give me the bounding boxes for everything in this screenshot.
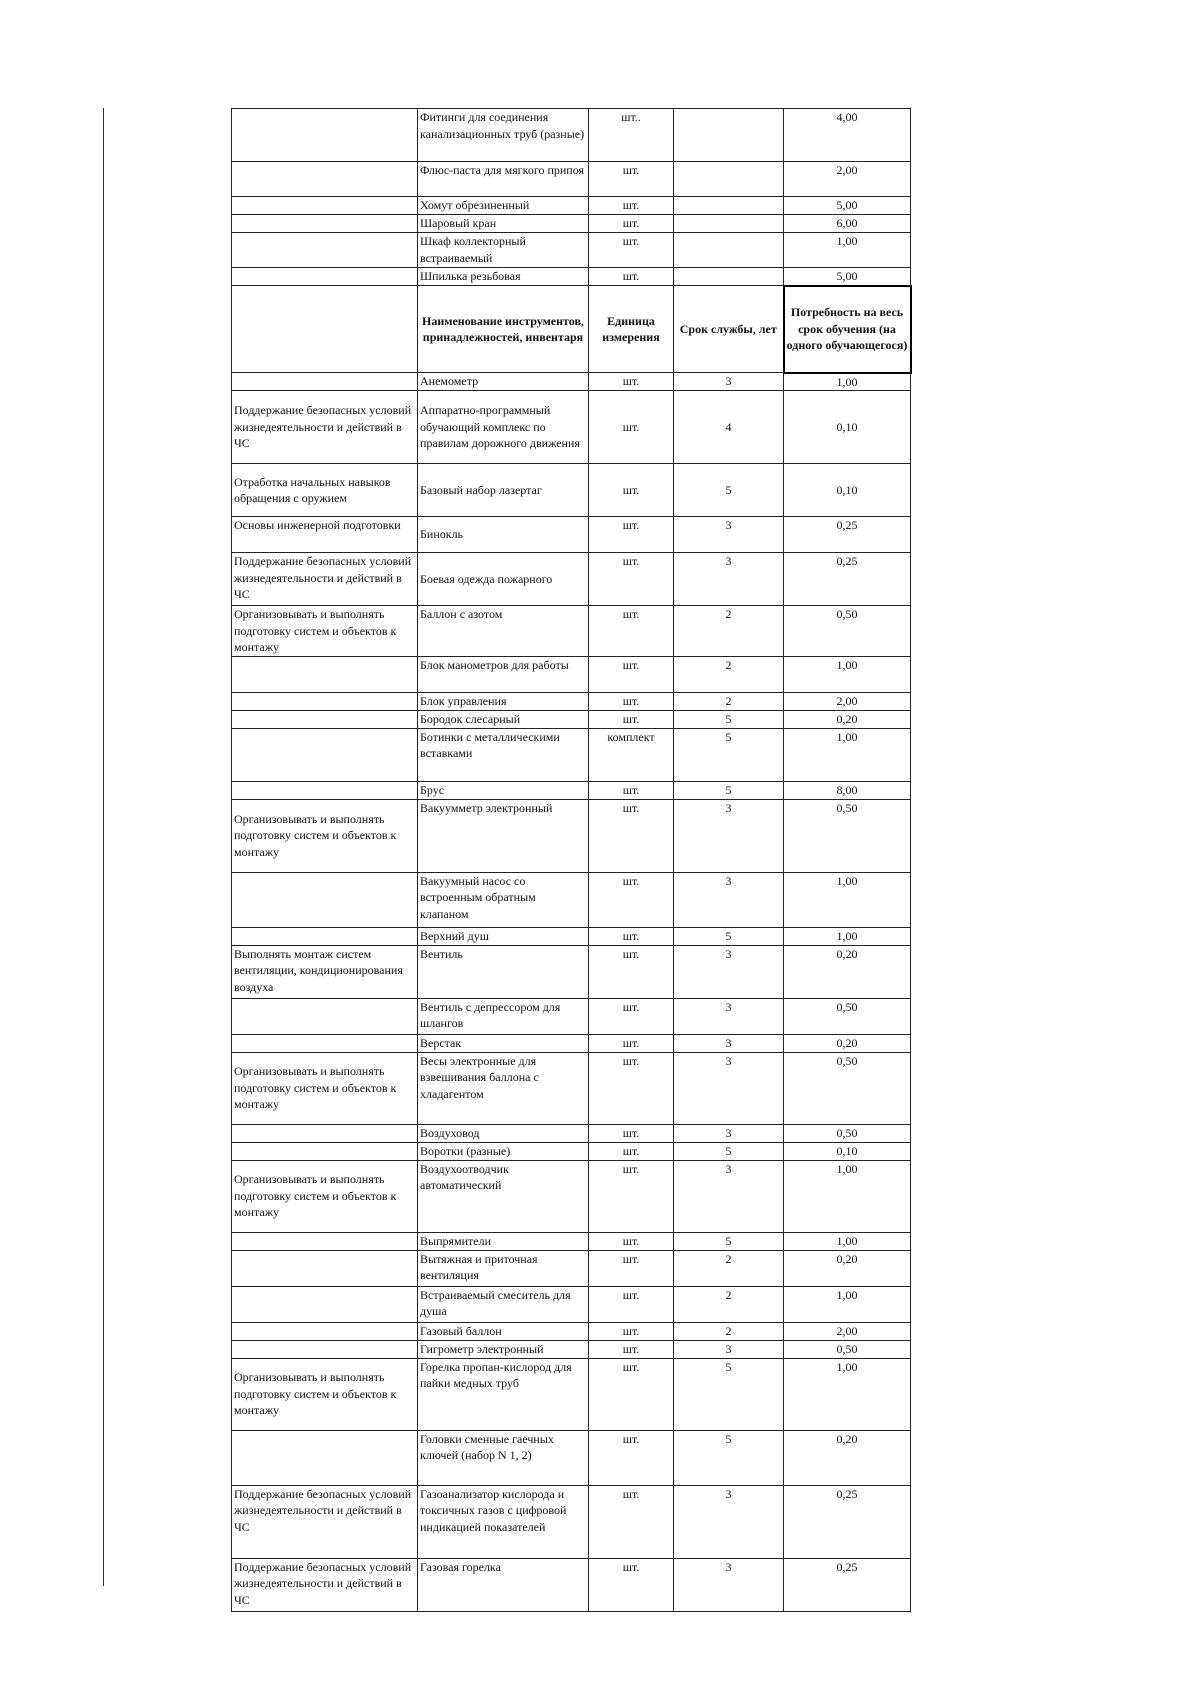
unit-cell: шт.. [589,109,674,162]
quantity-cell: 0,25 [784,1485,911,1558]
service-life-cell: 5 [674,728,784,781]
activity-cell: Выполнять монтаж систем вентиляции, кондиционирования воздуха [232,945,418,998]
unit-cell: шт. [589,464,674,517]
table-row [232,945,911,998]
service-life-cell: 3 [674,1034,784,1052]
activity-cell: Основы инженерной подготовки [232,517,418,553]
unit-cell: шт. [589,1124,674,1142]
item-name-cell: Воздуховод [418,1124,589,1142]
service-life-cell: 3 [674,872,784,927]
table-row [232,998,911,1034]
table-body-main [232,373,911,1612]
quantity-cell: 5,00 [784,197,911,215]
item-name-cell: Боевая одежда пожарного [418,553,589,606]
item-name-cell: Шпилька резьбовая [418,268,589,286]
item-name-cell: Гигрометр электронный [418,1340,589,1358]
equipment-table [231,108,912,1612]
activity-cell [232,1142,418,1160]
activity-cell [232,1430,418,1485]
quantity-cell: 0,25 [784,517,911,553]
activity-cell [232,728,418,781]
table-row [232,1286,911,1322]
quantity-cell: 2,00 [784,692,911,710]
activity-cell [232,109,418,162]
activity-cell [232,872,418,927]
activity-cell: Отработка начальных навыков обращения с оружием [232,464,418,517]
unit-cell: шт. [589,233,674,268]
unit-cell: шт. [589,799,674,872]
quantity-cell: 0,20 [784,1034,911,1052]
item-name-cell: Выпрямители [418,1232,589,1250]
table-row [232,710,911,728]
header-name: Наименование инструментов, принадлежностей, инвентаря [418,286,589,373]
unit-cell: шт. [589,1430,674,1485]
quantity-cell: 0,20 [784,1250,911,1286]
service-life-cell: 3 [674,373,784,391]
activity-cell: Организовывать и выполнять подготовку систем и объектов к монтажу [232,1358,418,1430]
service-life-cell: 5 [674,710,784,728]
table-row [232,1034,911,1052]
service-life-cell: 2 [674,656,784,692]
item-name-cell: Верхний душ [418,927,589,945]
unit-cell: шт. [589,781,674,799]
service-life-cell: 3 [674,998,784,1034]
item-name-cell: Бинокль [418,517,589,553]
activity-cell [232,1232,418,1250]
quantity-cell: 1,00 [784,728,911,781]
table-row [232,1124,911,1142]
activity-cell [232,656,418,692]
item-name-cell: Базовый набор лазертаг [418,464,589,517]
unit-cell: шт. [589,268,674,286]
unit-cell: шт. [589,1232,674,1250]
quantity-cell: 0,25 [784,553,911,606]
table-row [232,1052,911,1124]
activity-cell [232,215,418,233]
table-header [232,286,911,373]
unit-cell: шт. [589,215,674,233]
item-name-cell: Флюс-паста для мягкого припоя [418,162,589,197]
quantity-cell: 4,00 [784,109,911,162]
activity-cell: Поддержание безопасных условий жизнедеятельности и действий в ЧС [232,391,418,464]
service-life-cell: 3 [674,1340,784,1358]
item-name-cell: Ботинки с металлическими вставками [418,728,589,781]
unit-cell: шт. [589,1142,674,1160]
item-name-cell: Шаровый кран [418,215,589,233]
unit-cell: шт. [589,656,674,692]
header-unit: Единица измерения [589,286,674,373]
activity-cell: Организовывать и выполнять подготовку систем и объектов к монтажу [232,606,418,657]
unit-cell: шт. [589,872,674,927]
table-row [232,1558,911,1611]
table-row [232,1430,911,1485]
quantity-cell: 0,50 [784,606,911,657]
activity-cell [232,1124,418,1142]
table-row [232,268,911,286]
item-name-cell: Шкаф коллекторный встраиваемый [418,233,589,268]
quantity-cell: 6,00 [784,215,911,233]
table-row [232,233,911,268]
unit-cell: шт. [589,391,674,464]
table-row [232,162,911,197]
quantity-cell: 2,00 [784,1322,911,1340]
item-name-cell: Газоанализатор кислорода и токсичных газов с цифровой индикацией показателей [418,1485,589,1558]
activity-cell [232,162,418,197]
service-life-cell: 3 [674,517,784,553]
quantity-cell: 1,00 [784,233,911,268]
activity-cell [232,268,418,286]
table-row [232,728,911,781]
activity-cell [232,1286,418,1322]
quantity-cell: 8,00 [784,781,911,799]
quantity-cell: 1,00 [784,1232,911,1250]
table-row [232,109,911,162]
unit-cell: шт. [589,1485,674,1558]
header-need: Потребность на весь срок обучения (на одного обучающегося) [784,286,911,373]
item-name-cell: Газовый баллон [418,1322,589,1340]
quantity-cell: 1,00 [784,656,911,692]
item-name-cell: Блок управления [418,692,589,710]
service-life-cell: 2 [674,606,784,657]
unit-cell: шт. [589,517,674,553]
activity-cell [232,1250,418,1286]
table-row [232,872,911,927]
item-name-cell: Верстак [418,1034,589,1052]
quantity-cell: 0,20 [784,710,911,728]
item-name-cell: Анемометр [418,373,589,391]
activity-cell [232,1322,418,1340]
service-life-cell: 5 [674,781,784,799]
service-life-cell: 3 [674,1558,784,1611]
table-row [232,656,911,692]
item-name-cell: Воротки (разные) [418,1142,589,1160]
service-life-cell: 5 [674,464,784,517]
table-row [232,927,911,945]
unit-cell: шт. [589,1340,674,1358]
service-life-cell: 4 [674,391,784,464]
header-empty-cell [232,286,418,373]
unit-cell: шт. [589,927,674,945]
activity-cell: Поддержание безопасных условий жизнедеятельности и действий в ЧС [232,553,418,606]
service-life-cell: 5 [674,1358,784,1430]
item-name-cell: Вентиль с депрессором для шлангов [418,998,589,1034]
unit-cell: шт. [589,692,674,710]
activity-cell [232,1034,418,1052]
activity-cell: Поддержание безопасных условий жизнедеятельности и действий в ЧС [232,1485,418,1558]
quantity-cell: 0,50 [784,998,911,1034]
item-name-cell: Блок манометров для работы [418,656,589,692]
table-row [232,464,911,517]
table-row [232,781,911,799]
activity-cell [232,781,418,799]
service-life-cell [674,162,784,197]
table-body-top [232,109,911,286]
quantity-cell: 1,00 [784,1358,911,1430]
unit-cell: шт. [589,1034,674,1052]
quantity-cell: 0,20 [784,945,911,998]
table-row [232,1160,911,1232]
item-name-cell: Горелка пропан-кислород для пайки медных труб [418,1358,589,1430]
unit-cell: шт. [589,197,674,215]
item-name-cell: Головки сменные гаечных ключей (набор N 1, 2) [418,1430,589,1485]
table-row [232,197,911,215]
quantity-cell: 0,10 [784,391,911,464]
table-row [232,1340,911,1358]
service-life-cell [674,233,784,268]
service-life-cell [674,268,784,286]
quantity-cell: 1,00 [784,872,911,927]
quantity-cell: 0,25 [784,1558,911,1611]
activity-cell [232,998,418,1034]
service-life-cell: 5 [674,1142,784,1160]
service-life-cell: 5 [674,1430,784,1485]
service-life-cell: 3 [674,1485,784,1558]
quantity-cell: 5,00 [784,268,911,286]
activity-cell [232,1340,418,1358]
table-row [232,1250,911,1286]
unit-cell: шт. [589,710,674,728]
item-name-cell: Бородок слесарный [418,710,589,728]
item-name-cell: Хомут обрезиненный [418,197,589,215]
service-life-cell: 2 [674,1250,784,1286]
unit-cell: шт. [589,1052,674,1124]
quantity-cell: 1,00 [784,1286,911,1322]
table-row [232,553,911,606]
table-row [232,799,911,872]
activity-cell [232,927,418,945]
unit-cell: шт. [589,1286,674,1322]
quantity-cell: 0,20 [784,1430,911,1485]
table-row [232,517,911,553]
activity-cell: Организовывать и выполнять подготовку систем и объектов к монтажу [232,799,418,872]
table-row [232,1232,911,1250]
activity-cell [232,373,418,391]
activity-cell [232,233,418,268]
activity-cell: Организовывать и выполнять подготовку систем и объектов к монтажу [232,1160,418,1232]
service-life-cell: 5 [674,1232,784,1250]
table-row [232,692,911,710]
quantity-cell: 0,50 [784,1124,911,1142]
table-row [232,1358,911,1430]
unit-cell: шт. [589,1558,674,1611]
service-life-cell [674,215,784,233]
item-name-cell: Фитинги для соединения канализационных труб (разные) [418,109,589,162]
unit-cell: шт. [589,606,674,657]
service-life-cell: 3 [674,553,784,606]
service-life-cell [674,109,784,162]
service-life-cell [674,197,784,215]
item-name-cell: Аппаратно-программный обучающий комплекс по правилам дорожного движения [418,391,589,464]
table-row [232,1322,911,1340]
unit-cell: шт. [589,945,674,998]
service-life-cell: 3 [674,1160,784,1232]
service-life-cell: 3 [674,1052,784,1124]
table-row [232,1485,911,1558]
item-name-cell: Газовая горелка [418,1558,589,1611]
activity-cell: Организовывать и выполнять подготовку систем и объектов к монтажу [232,1052,418,1124]
quantity-cell: 0,50 [784,799,911,872]
unit-cell: шт. [589,1160,674,1232]
service-life-cell: 2 [674,1322,784,1340]
service-life-cell: 3 [674,1124,784,1142]
activity-cell: Поддержание безопасных условий жизнедеятельности и действий в ЧС [232,1558,418,1611]
unit-cell: шт. [589,1322,674,1340]
unit-cell: шт. [589,553,674,606]
service-life-cell: 2 [674,692,784,710]
unit-cell: шт. [589,998,674,1034]
quantity-cell: 0,10 [784,1142,911,1160]
unit-cell: шт. [589,373,674,391]
service-life-cell: 5 [674,927,784,945]
item-name-cell: Баллон с азотом [418,606,589,657]
service-life-cell: 2 [674,1286,784,1322]
header-row [232,286,911,373]
item-name-cell: Весы электронные для взвешивания баллона с хладагентом [418,1052,589,1124]
item-name-cell: Встраиваемый смеситель для душа [418,1286,589,1322]
item-name-cell: Брус [418,781,589,799]
table-row [232,391,911,464]
item-name-cell: Вакуумметр электронный [418,799,589,872]
quantity-cell: 1,00 [784,927,911,945]
service-life-cell: 3 [674,799,784,872]
service-life-cell: 3 [674,945,784,998]
quantity-cell: 1,00 [784,1160,911,1232]
item-name-cell: Вытяжная и приточная вентиляция [418,1250,589,1286]
quantity-cell: 0,10 [784,464,911,517]
quantity-cell: 0,50 [784,1052,911,1124]
quantity-cell: 2,00 [784,162,911,197]
unit-cell: комплект [589,728,674,781]
quantity-cell: 1,00 [784,373,911,391]
page-margin-rule [103,108,104,1586]
unit-cell: шт. [589,1358,674,1430]
item-name-cell: Вентиль [418,945,589,998]
unit-cell: шт. [589,1250,674,1286]
table-row [232,1142,911,1160]
table-row [232,215,911,233]
header-life: Срок службы, лет [674,286,784,373]
item-name-cell: Воздухоотводчик автоматический [418,1160,589,1232]
table-row [232,373,911,391]
table-row [232,606,911,657]
quantity-cell: 0,50 [784,1340,911,1358]
activity-cell [232,710,418,728]
item-name-cell: Вакуумный насос со встроенным обратным клапаном [418,872,589,927]
activity-cell [232,692,418,710]
unit-cell: шт. [589,162,674,197]
activity-cell [232,197,418,215]
